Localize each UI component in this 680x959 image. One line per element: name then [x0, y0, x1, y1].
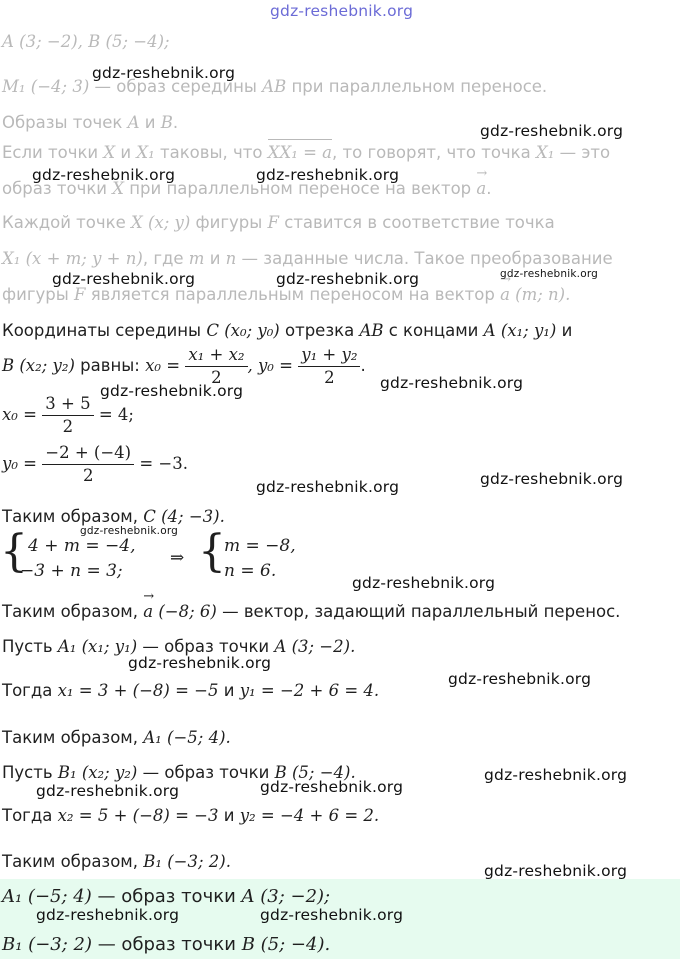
vector-a: → a: [143, 601, 153, 623]
watermark: gdz-reshebnik.org: [52, 270, 196, 288]
vector-result: Таким образом, → a (−8; 6) — вектор, задающий параллельный перенос.: [2, 601, 620, 623]
then-b1: Тогда x₂ = 5 + (−8) = −3 и y₂ = −4 + 6 = 2.: [2, 806, 380, 825]
watermark: gdz-reshebnik.org: [484, 862, 628, 880]
result-a1: Таким образом, A₁ (−5; 4).: [2, 728, 231, 747]
result-b1: Таким образом, B₁ (−3; 2).: [2, 852, 231, 871]
watermark: gdz-reshebnik.org: [484, 766, 628, 784]
watermark: gdz-reshebnik.org: [256, 478, 400, 496]
faded-line-2: M₁ (−4; 3) — образ середины AB при параллельном переносе.: [2, 77, 548, 96]
vector-a-faded: → a: [476, 178, 486, 200]
then-a1: Тогда x₁ = 3 + (−8) = −5 и y₁ = −2 + 6 = 4.: [2, 681, 380, 700]
faded-line-6: Каждой точке X (x; y) фигуры F ставится в соответствие точка: [2, 213, 555, 232]
watermark: gdz-reshebnik.org: [100, 382, 244, 400]
watermark-small: gdz-reshebnik.org: [80, 525, 179, 537]
midpoint-formula: B (x₂; y₂) равны: x₀ = $\frac{\text{x₁ + x₂}}{2}$ , y₀ = $\frac{\text{y₁ + y₂}}{2}$ .: [2, 345, 366, 387]
brace-left-1: {: [0, 526, 28, 577]
system2-row1: m = −8,: [224, 536, 296, 556]
vector-a-faded-2: → a: [500, 284, 510, 306]
watermark: gdz-reshebnik.org: [32, 166, 176, 184]
answer-b1: B₁ (−3; 2) — образ точки B (5; −4).: [2, 934, 331, 955]
watermark: gdz-reshebnik.org: [36, 782, 180, 800]
system1-row1: 4 + m = −4,: [28, 536, 136, 556]
fraction-y0: $\frac{\text{y₁ + y₂}}{2}$: [298, 344, 360, 389]
watermark: gdz-reshebnik.org: [260, 778, 404, 796]
faded-line-7: X₁ (x + m; y + n), где m и n — заданные числа. Такое преобразование: [2, 249, 613, 268]
faded-line-8: фигуры F является параллельным переносом на вектор → a (m; n).: [2, 284, 570, 306]
watermark: gdz-reshebnik.org: [128, 654, 272, 672]
watermark: gdz-reshebnik.org: [480, 122, 624, 140]
watermark: gdz-reshebnik.org: [480, 470, 624, 488]
brace-left-2: {: [198, 526, 226, 577]
system1-row2: −3 + n = 3;: [20, 561, 123, 581]
c-result: Таким образом, C (4; −3).: [2, 507, 225, 526]
watermark-small: gdz-reshebnik.org: [500, 268, 599, 280]
faded-line-3: Образы точек A и B.: [2, 113, 179, 132]
faded-line-1: A (3; −2), B (5; −4);: [2, 32, 170, 51]
watermark: gdz-reshebnik.org: [448, 670, 592, 688]
watermark: gdz-reshebnik.org: [92, 64, 236, 82]
vector-xx1: XX₁ = a: [267, 143, 332, 162]
watermark: gdz-reshebnik.org: [380, 374, 524, 392]
implies-arrow: ⇒: [170, 548, 185, 568]
watermark: gdz-reshebnik.org: [256, 166, 400, 184]
fraction-x0: $\frac{\text{x₁ + x₂}}{2}$: [185, 344, 247, 389]
watermark: gdz-reshebnik.org: [276, 270, 420, 288]
watermark: gdz-reshebnik.org: [260, 906, 404, 924]
x0-calc: x₀ = $\frac{3 + 5}{2}$ = 4;: [2, 394, 134, 436]
let-b1: Пусть B₁ (x₂; y₂) — образ точки B (5; −4).: [2, 763, 356, 782]
faded-line-4: Если точки X и X₁ таковы, что XX₁ = a, то говорят, что точка X₁ — это: [2, 143, 611, 162]
answer-a1: A₁ (−5; 4) — образ точки A (3; −2);: [2, 886, 331, 907]
y0-calc: y₀ = $\frac{-2 + (-4)}{2}$ = −3.: [2, 443, 188, 485]
watermark-top: gdz-reshebnik.org: [270, 2, 414, 20]
faded-line-5: образ точки X при параллельном переносе на вектор → a.: [2, 178, 491, 200]
system2-row2: n = 6.: [224, 561, 277, 581]
let-a1: Пусть A₁ (x₁; y₁) — образ точки A (3; −2).: [2, 637, 356, 656]
midpoint-text: Координаты середины C (x₀; y₀) отрезка AB с концами A (x₁; y₁) и: [2, 321, 573, 340]
watermark: gdz-reshebnik.org: [36, 906, 180, 924]
watermark: gdz-reshebnik.org: [352, 574, 496, 592]
